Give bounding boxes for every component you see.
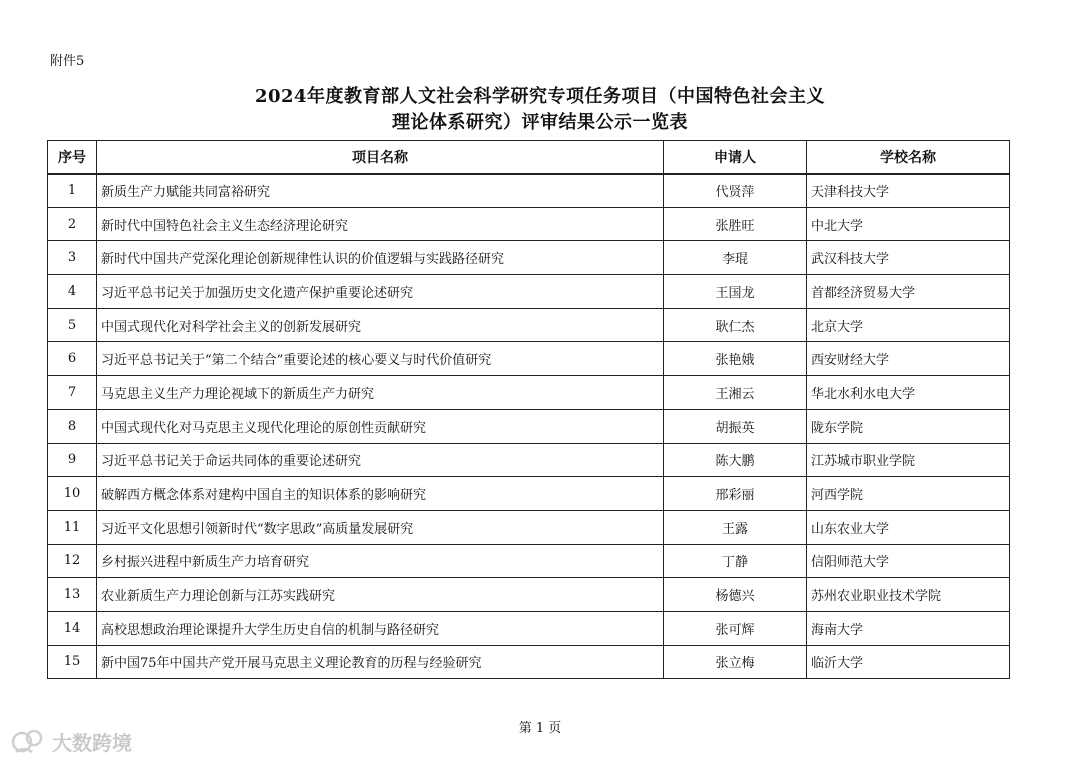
table-row — [48, 308, 1010, 342]
row-no: 15 — [48, 645, 97, 679]
row-project: 新中国75年中国共产党开展马克思主义理论教育的历程与经验研究 — [97, 645, 664, 679]
row-school: 江苏城市职业学院 — [807, 443, 1010, 477]
table-row — [48, 376, 1010, 410]
table-row — [48, 207, 1010, 241]
row-project: 乡村振兴进程中新质生产力培育研究 — [97, 544, 664, 578]
table-row — [48, 544, 1010, 578]
row-school: 临沂大学 — [807, 645, 1010, 679]
row-applicant: 代贤萍 — [664, 174, 807, 208]
row-applicant: 李琨 — [664, 241, 807, 275]
watermark-text: 大数跨境 — [52, 730, 132, 755]
watermark-logo-icon — [10, 726, 46, 756]
row-no: 10 — [48, 477, 97, 511]
row-no: 1 — [48, 174, 97, 208]
row-applicant: 陈大鹏 — [664, 443, 807, 477]
row-project: 破解西方概念体系对建构中国自主的知识体系的影响研究 — [97, 477, 664, 511]
header-applicant: 申请人 — [664, 141, 807, 174]
row-school: 河西学院 — [807, 477, 1010, 511]
table-header-row — [48, 141, 1010, 174]
row-no: 5 — [48, 308, 97, 342]
row-project: 习近平总书记关于“第二个结合”重要论述的核心要义与时代价值研究 — [97, 342, 664, 376]
row-project: 新时代中国共产党深化理论创新规律性认识的价值逻辑与实践路径研究 — [97, 241, 664, 275]
row-applicant: 丁静 — [664, 544, 807, 578]
row-no: 3 — [48, 241, 97, 275]
header-school: 学校名称 — [807, 141, 1010, 174]
row-project: 习近平总书记关于命运共同体的重要论述研究 — [97, 443, 664, 477]
row-school: 华北水利水电大学 — [807, 376, 1010, 410]
row-no: 12 — [48, 544, 97, 578]
row-project: 中国式现代化对科学社会主义的创新发展研究 — [97, 308, 664, 342]
row-school: 山东农业大学 — [807, 510, 1010, 544]
row-applicant: 王露 — [664, 510, 807, 544]
row-school: 信阳师范大学 — [807, 544, 1010, 578]
table-row — [48, 443, 1010, 477]
row-applicant: 耿仁杰 — [664, 308, 807, 342]
row-project: 习近平文化思想引领新时代“数字思政”高质量发展研究 — [97, 510, 664, 544]
row-applicant: 张可辉 — [664, 611, 807, 645]
row-no: 2 — [48, 207, 97, 241]
table-row — [48, 510, 1010, 544]
table-row — [48, 578, 1010, 612]
row-project: 新质生产力赋能共同富裕研究 — [97, 174, 664, 208]
document-title-line1: 2024年度教育部人文社会科学研究专项任务项目（中国特色社会主义 — [254, 86, 826, 107]
row-school: 陇东学院 — [807, 409, 1010, 443]
table-row — [48, 275, 1010, 309]
row-applicant: 张艳娥 — [664, 342, 807, 376]
header-project: 项目名称 — [97, 141, 664, 174]
watermark — [10, 726, 132, 756]
row-applicant: 王湘云 — [664, 376, 807, 410]
row-no: 14 — [48, 611, 97, 645]
row-no: 8 — [48, 409, 97, 443]
row-project: 高校思想政治理论课提升大学生历史自信的机制与路径研究 — [97, 611, 664, 645]
row-school: 中北大学 — [807, 207, 1010, 241]
row-applicant: 王国龙 — [664, 275, 807, 309]
row-project: 中国式现代化对马克思主义现代化理论的原创性贡献研究 — [97, 409, 664, 443]
header-no: 序号 — [48, 141, 97, 174]
row-school: 武汉科技大学 — [807, 241, 1010, 275]
row-school: 首都经济贸易大学 — [807, 275, 1010, 309]
table-row — [48, 174, 1010, 208]
row-school: 西安财经大学 — [807, 342, 1010, 376]
table-row — [48, 611, 1010, 645]
row-applicant: 邢彩丽 — [664, 477, 807, 511]
row-school: 天津科技大学 — [807, 174, 1010, 208]
row-applicant: 张胜旺 — [664, 207, 807, 241]
results-table — [47, 140, 1010, 679]
row-project: 马克思主义生产力理论视域下的新质生产力研究 — [97, 376, 664, 410]
row-school: 海南大学 — [807, 611, 1010, 645]
row-no: 7 — [48, 376, 97, 410]
page-number: 第 1 页 — [518, 721, 562, 736]
row-no: 11 — [48, 510, 97, 544]
row-no: 6 — [48, 342, 97, 376]
attachment-label: 附件5 — [50, 54, 85, 69]
row-school: 苏州农业职业技术学院 — [807, 578, 1010, 612]
document-title-line2: 理论体系研究）评审结果公示一览表 — [392, 112, 688, 133]
table-row — [48, 342, 1010, 376]
row-project: 新时代中国特色社会主义生态经济理论研究 — [97, 207, 664, 241]
table-row — [48, 241, 1010, 275]
row-project: 习近平总书记关于加强历史文化遗产保护重要论述研究 — [97, 275, 664, 309]
table-row — [48, 409, 1010, 443]
table-row — [48, 477, 1010, 511]
row-no: 4 — [48, 275, 97, 309]
row-applicant: 胡振英 — [664, 409, 807, 443]
row-school: 北京大学 — [807, 308, 1010, 342]
table-row — [48, 645, 1010, 679]
row-no: 9 — [48, 443, 97, 477]
row-applicant: 张立梅 — [664, 645, 807, 679]
row-applicant: 杨德兴 — [664, 578, 807, 612]
row-project: 农业新质生产力理论创新与江苏实践研究 — [97, 578, 664, 612]
row-no: 13 — [48, 578, 97, 612]
